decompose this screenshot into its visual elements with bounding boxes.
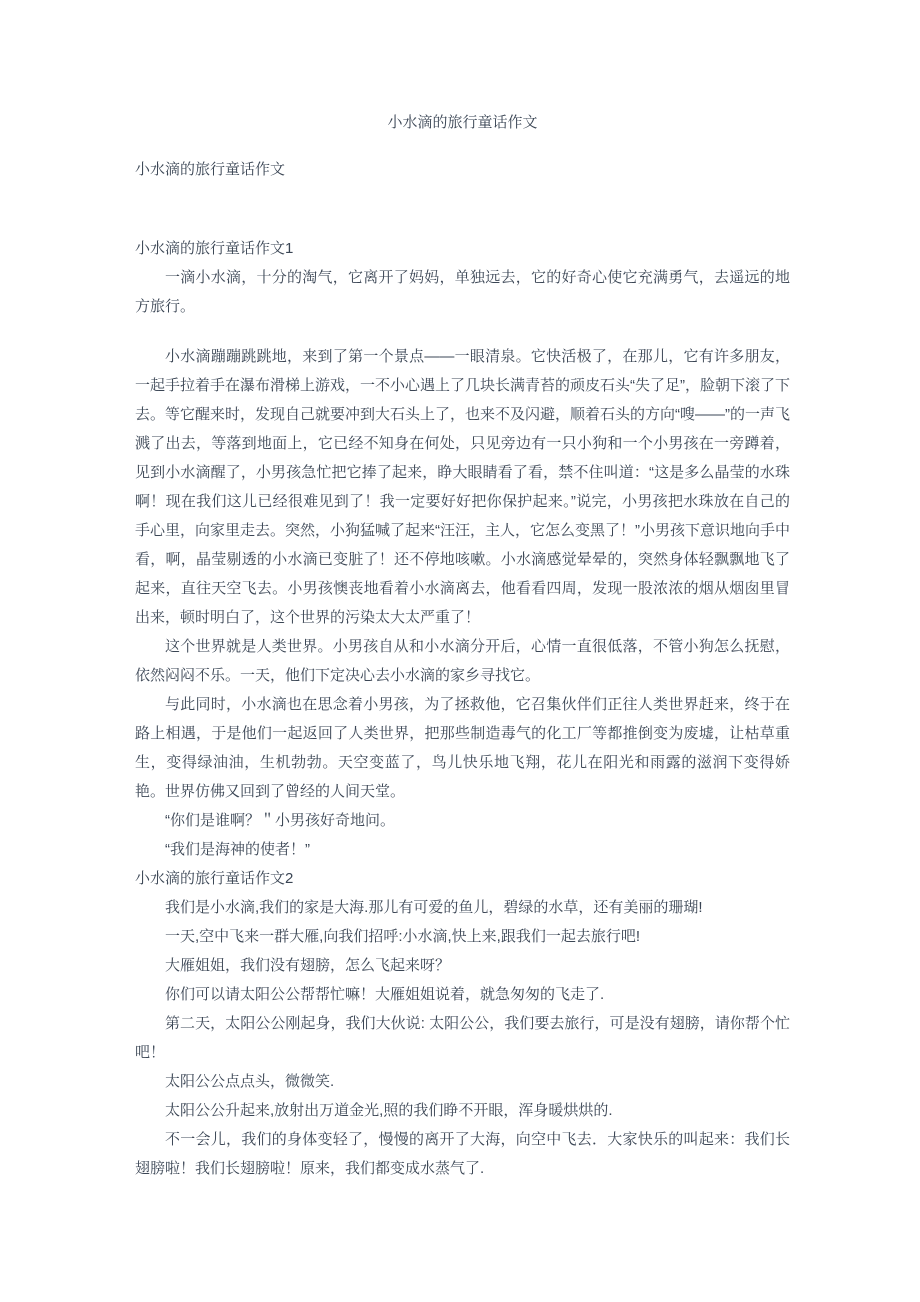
paragraph: 不一会儿，我们的身体变轻了，慢慢的离开了大海，向空中飞去．大家快乐的叫起来：我们长翅膀啦！我们长翅膀啦！原来，我们都变成水蒸气了.	[135, 1131, 790, 1177]
section-heading-1: 小水滴的旅行童话作文1	[135, 240, 294, 257]
section-heading-2: 小水滴的旅行童话作文2	[135, 870, 294, 887]
paragraph: 你们可以请太阳公公帮帮忙嘛！大雁姐姐说着，就急匆匆的飞走了.	[165, 986, 605, 1003]
paragraph: 第二天，太阳公公刚起身，我们大伙说: 太阳公公，我们要去旅行，可是没有翅膀，请你帮个忙吧！	[135, 1015, 790, 1061]
paragraph: 一天,空中飞来一群大雁,向我们招呼:小水滴,快上来,跟我们一起去旅行吧!	[165, 928, 641, 945]
paragraph: “我们是海神的使者！”	[165, 841, 310, 858]
document-title: 小水滴的旅行童话作文	[387, 114, 538, 131]
paragraph: 一滴小水滴，十分的淘气，它离开了妈妈，单独远去，它的好奇心使它充满勇气，去遥远的地方旅行。	[135, 269, 790, 315]
paragraph: 与此同时，小水滴也在思念着小男孩，为了拯救他，它召集伙伴们正往人类世界赶来，终于在路上相遇，于是他们一起返回了人类世界，把那些制造毒气的化工厂等都推倒变为废墟，让枯草重生，变得绿油油，生机勃勃。天空变蓝了，鸟儿快乐地飞翔，花儿在阳光和雨露的滋润下变得娇艳。世界仿佛又回到了曾经的人间天堂。	[135, 696, 790, 800]
document-subtitle: 小水滴的旅行童话作文	[135, 161, 286, 178]
paragraph: 我们是小水滴,我们的家是大海.那儿有可爱的鱼儿，碧绿的水草，还有美丽的珊瑚!	[165, 899, 703, 916]
paragraph: “你们是谁啊？＂小男孩好奇地问。	[165, 812, 395, 829]
paragraph: 这个世界就是人类世界。小男孩自从和小水滴分开后，心情一直很低落，不管小狗怎么抚慰，依然闷闷不乐。一天，他们下定决心去小水滴的家乡寻找它。	[135, 638, 790, 684]
paragraph: 太阳公公点点头，微微笑.	[165, 1073, 335, 1090]
paragraph: 大雁姐姐，我们没有翅膀，怎么飞起来呀？	[165, 957, 451, 974]
paragraph: 小水滴蹦蹦跳跳地，来到了第一个景点——一眼清泉。它快活极了，在那儿，它有许多朋友，一起手拉着手在瀑布滑梯上游戏，一不小心遇上了几块长满青苔的顽皮石头“失了足”，脸朝下滚了下去。等它醒来时，发现自己就要冲到大石头上了，也来不及闪避，顺着石头的方向“嗖——”的一声飞溅了出去，等落到地面上，它已经不知身在何处，只见旁边有一只小狗和一个小男孩在一旁蹲着，见到小水滴醒了，小男孩急忙把它捧了起来，睁大眼睛看了看，禁不住叫道：“这是多么晶莹的水珠啊！现在我们这儿已经很难见到了！我一定要好好把你保护起来。”说完，小男孩把水珠放在自己的手心里，向家里走去。突然，小狗猛喊了起来“汪汪，主人，它怎么变黑了！”小男孩下意识地向手中看，啊，晶莹剔透的小水滴已变脏了！还不停地咳嗽。小水滴感觉晕晕的，突然身体轻飘飘地飞了起来，直往天空飞去。小男孩懊丧地看着小水滴离去，他看看四周，发现一股浓浓的烟从烟囱里冒出来，顿时明白了，这个世界的污染太大太严重了！	[135, 348, 790, 626]
paragraph: 太阳公公升起来,放射出万道金光,照的我们睁不开眼，浑身暖烘烘的.	[165, 1102, 613, 1119]
